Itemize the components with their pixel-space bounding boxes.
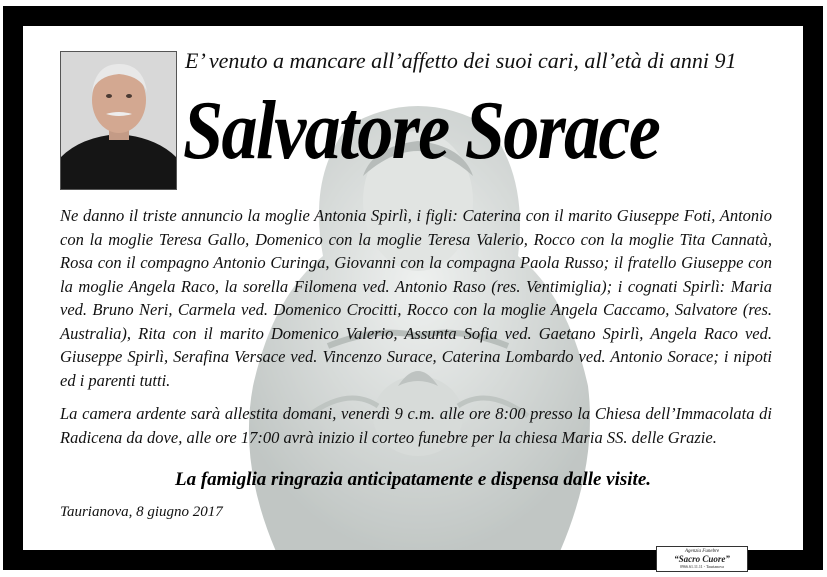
deceased-name: Salvatore Sorace	[183, 84, 660, 177]
place-date: Taurianova, 8 giugno 2017	[60, 504, 223, 520]
agency-label: Agenzia Funebre	[684, 549, 720, 554]
family-thanks: La famiglia ringrazia anticipatamente e dispensa dalle visite.	[174, 469, 652, 490]
agency-contact: 0966.61.11.11 - Taurianova	[680, 564, 724, 569]
notice-card	[23, 26, 803, 550]
agency-name: “Sacro Cuore”	[674, 554, 730, 564]
agency-stamp	[656, 546, 748, 572]
mourning-frame	[3, 6, 823, 570]
deceased-portrait	[60, 51, 177, 190]
announcement-paragraph: Ne danno il triste annuncio la moglie Antonia Spirlì, i figli: Caterina con il marito Giuseppe Foti, Antonio con la moglie Teresa Gallo, Domenico con la moglie Teresa Valerio, Rocco con la moglie Tita Cannatà, Rosa con il compagno Antonio Curinga, Giovanni con la compagna Paola Russo; il fratello Giuseppe con la moglie Angela Raco, la sorella Filomena ved. Antonio Raso (res. Ventimiglia); i cognati Spirlì: Maria ved. Bruno Neri, Carmela ved. Domenico Crocitti, Rocco con la moglie Angela Caccamo, Salvatore (res. Australia), Rita con il marito Domenico Valerio, Assunta Sofia ved. Gaetano Spirlì, Angela Raco ved. Giuseppe Spirlì, Serafina Versace ved. Vincenzo Surace, Caterina Lombardo ved. Antonio Sorace; i nipoti ed i parenti tutti.	[60, 206, 772, 390]
funeral-details-paragraph: La camera ardente sarà allestita domani, venerdì 9 c.m. alle ore 8:00 presso la Chiesa dell’Immacolata di Radicena da dove, alle ore 17:00 avrà inizio il corteo funebre per la chiesa Maria SS. delle Grazie.	[60, 404, 772, 447]
intro-line: E’ venuto a mancare all’affetto dei suoi cari, all’età di anni 91	[185, 48, 737, 73]
portrait-photo-icon	[61, 52, 176, 189]
